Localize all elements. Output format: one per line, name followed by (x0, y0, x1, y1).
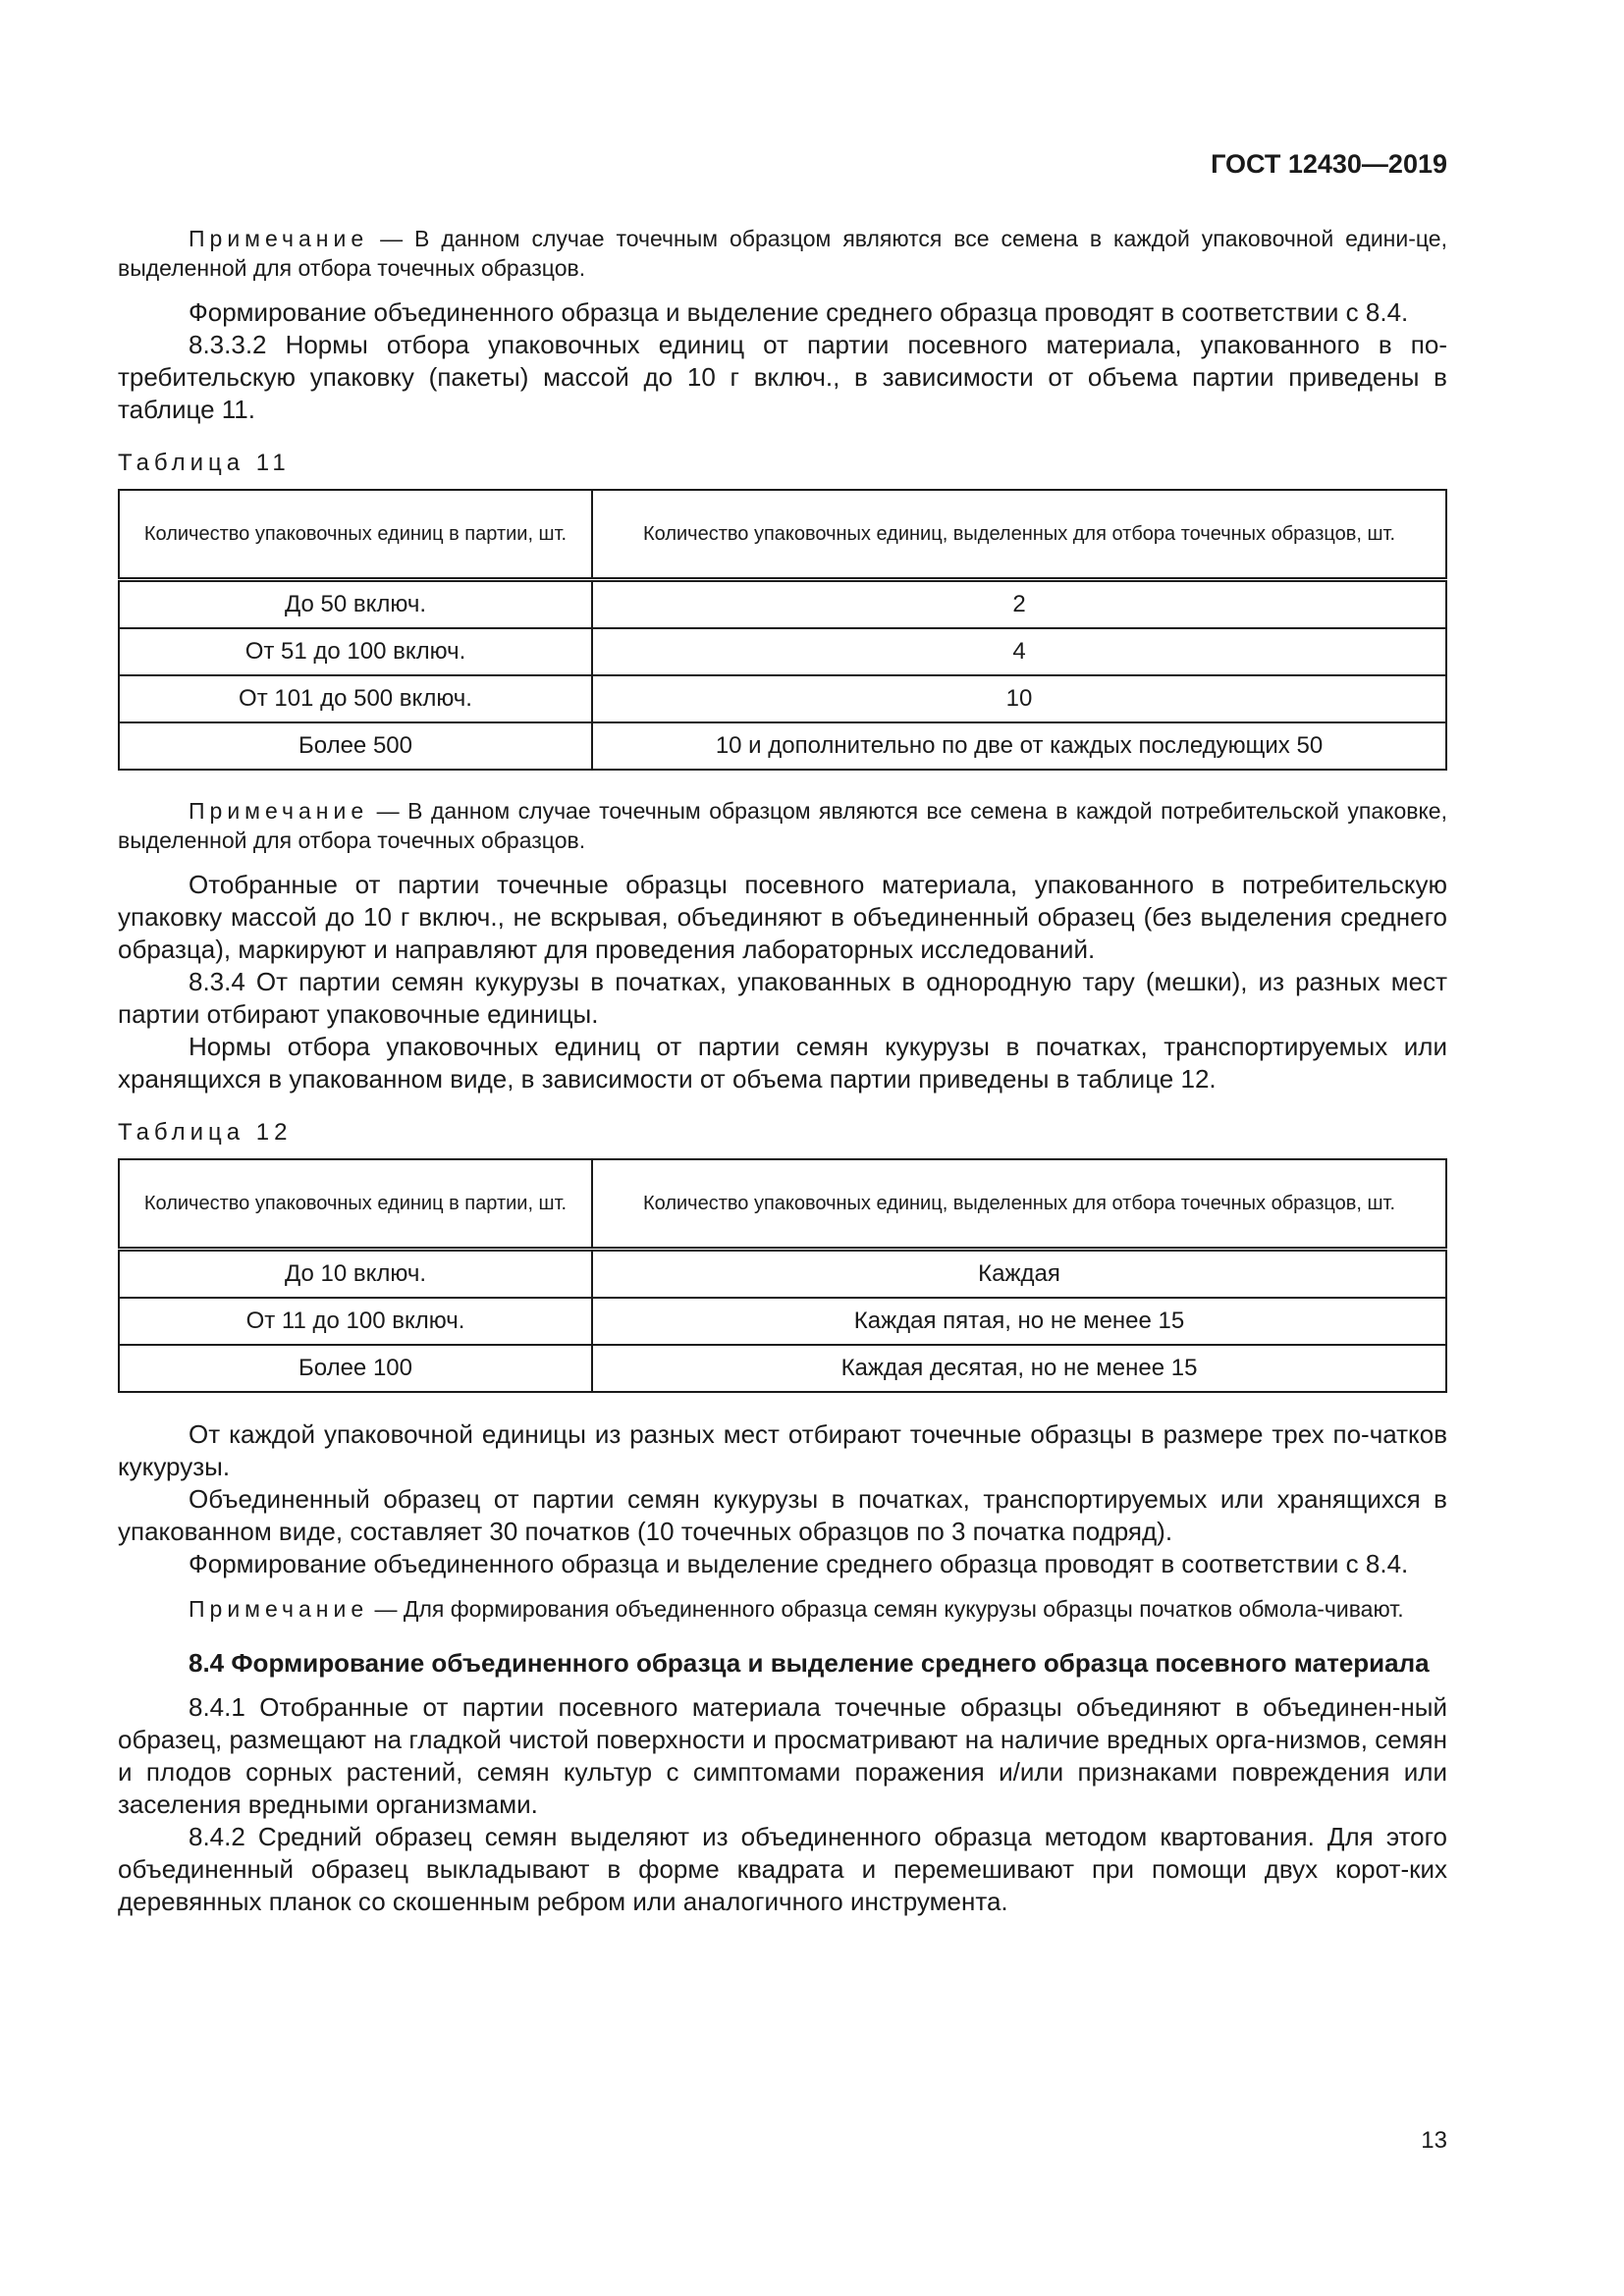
table-row (119, 722, 1446, 770)
table-header-row (119, 490, 1446, 580)
table-cell: 4 (592, 628, 1446, 675)
section-heading-8-4: 8.4 Формирование объединенного образца и выделение среднего образца посевного материала (189, 1648, 1430, 1678)
table-cell: 10 и дополнительно по две от каждых последующих 50 (592, 722, 1446, 770)
table-11 (118, 489, 1447, 771)
column-header: Количество упаковочных единиц, выделенных для отбора точечных образцов, шт. (592, 490, 1446, 580)
column-header: Количество упаковочных единиц в партии, шт. (119, 1159, 592, 1250)
note-2 (118, 796, 1447, 855)
paragraph-8-3-3-2: 8.3.3.2 Нормы отбора упаковочных единиц от партии посевного материала, упакованного в по-требительскую упаковку (пакеты) массой до 10 г включ., в зависимости от объема партии приведены в таблице 11. (118, 330, 1447, 424)
table-cell: 2 (592, 580, 1446, 629)
note-label: Примечание (189, 1596, 369, 1622)
table-cell: От 11 до 100 включ. (119, 1298, 592, 1345)
note-3 (118, 1594, 1447, 1624)
page-body (118, 224, 1447, 1918)
table-row (119, 1298, 1446, 1345)
table-cell: Каждая десятая, но не менее 15 (592, 1345, 1446, 1392)
table-cell: Каждая пятая, но не менее 15 (592, 1298, 1446, 1345)
column-header: Количество упаковочных единиц, выделенных для отбора точечных образцов, шт. (592, 1159, 1446, 1250)
paragraph-8-3-4: 8.3.4 От партии семян кукурузы в початках, упакованных в однородную тару (мешки), из разных мест партии отбирают упаковочные единицы. (118, 967, 1447, 1029)
table-row (119, 675, 1446, 722)
table-row (119, 1345, 1446, 1392)
table-row (119, 580, 1446, 629)
note-text: — В данном случае точечным образцом являются все семена в каждой упаковочной едини-це, выделенной для отбора точечных образцов. (118, 226, 1447, 281)
paragraph: Формирование объединенного образца и выделение среднего образца проводят в соответствии с 8.4. (189, 1549, 1409, 1578)
table-12 (118, 1158, 1447, 1393)
table-11-caption: Таблица 11 (118, 450, 291, 476)
table-cell: До 50 включ. (119, 580, 592, 629)
table-row (119, 1250, 1446, 1299)
paragraph: Отобранные от партии точечные образцы посевного материала, упакованного в потребительскую упаковку массой до 10 г включ., не вскрывая, объединяют в объединенный образец (без выделения среднего образца), маркируют и направляют для проведения лабораторных исследований. (118, 870, 1447, 964)
paragraph: Формирование объединенного образца и выделение среднего образца проводят в соответствии с 8.4. (189, 297, 1409, 327)
paragraph-8-4-1: 8.4.1 Отобранные от партии посевного материала точечные образцы объединяют в объединен-ный образец, размещают на гладкой чистой поверхности и просматривают на наличие вредных орга-низмов, семян и плодов сорных растений, семян культур с симптомами поражения и/или признаками повреждения или заселения вредными организмами. (118, 1692, 1447, 1819)
standard-designation: ГОСТ 12430—2019 (1211, 149, 1447, 179)
column-header: Количество упаковочных единиц в партии, шт. (119, 490, 592, 580)
table-row (119, 628, 1446, 675)
table-cell: Более 100 (119, 1345, 592, 1392)
table-12-caption: Таблица 12 (118, 1119, 293, 1146)
paragraph-8-4-2: 8.4.2 Средний образец семян выделяют из объединенного образца методом квартования. Для этого объединенный образец выкладывают в форме квадрата и перемешивают при помощи двух корот-ких деревянных планок со скошенным ребром или аналогичного инструмента. (118, 1822, 1447, 1916)
document-page (118, 0, 1447, 2296)
note-text: — В данном случае точечным образцом являются все семена в каждой потребительской упаковке, выделенной для отбора точечных образцов. (118, 798, 1447, 853)
table-cell: От 101 до 500 включ. (119, 675, 592, 722)
note-label: Примечание (189, 798, 369, 824)
note-1 (118, 224, 1447, 283)
table-cell: Более 500 (119, 722, 592, 770)
table-cell: 10 (592, 675, 1446, 722)
note-label: Примечание (189, 226, 369, 251)
paragraph: Нормы отбора упаковочных единиц от партии семян кукурузы в початках, транспортируемых или хранящихся в упакованном виде, в зависимости от объема партии приведены в таблице 12. (118, 1032, 1447, 1094)
note-text: — Для формирования объединенного образца семян кукурузы образцы початков обмола-чивают. (368, 1596, 1404, 1622)
page-number: 13 (1421, 2127, 1447, 2154)
table-cell: До 10 включ. (119, 1250, 592, 1299)
table-header-row (119, 1159, 1446, 1250)
paragraph: Объединенный образец от партии семян кукурузы в початках, транспортируемых или хранящихся в упакованном виде, составляет 30 початков (10 точечных образцов по 3 початка подряд). (118, 1484, 1447, 1546)
table-cell: От 51 до 100 включ. (119, 628, 592, 675)
paragraph: От каждой упаковочной единицы из разных мест отбирают точечные образцы в размере трех по-чатков кукурузы. (118, 1419, 1447, 1481)
table-cell: Каждая (592, 1250, 1446, 1299)
